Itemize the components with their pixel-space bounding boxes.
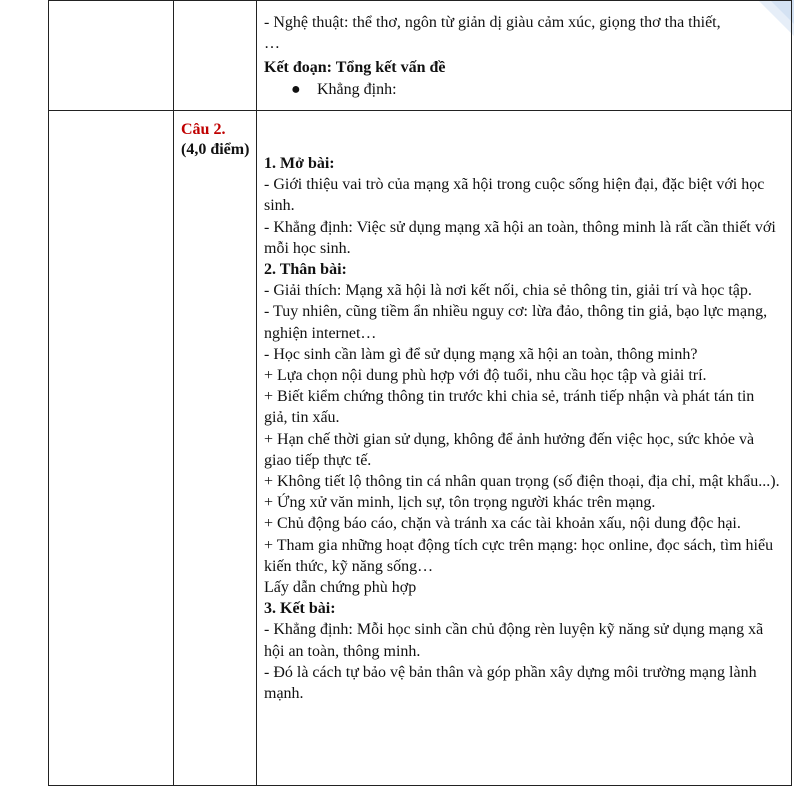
body-paragraph: - Giải thích: Mạng xã hội là nơi kết nối, chia sẻ thông tin, giải trí và học tập. xyxy=(264,282,752,300)
answer-content-cell xyxy=(257,111,792,786)
body-paragraph: + Lựa chọn nội dung phù hợp với độ tuổi, nhu cầu học tập và giải trí. xyxy=(264,367,707,385)
body-paragraph: + Biết kiểm chứng thông tin trước khi chia sẻ, tránh tiếp nhận và phát tán tin giả, tin xấu. xyxy=(264,388,755,427)
body-heading: 2. Thân bài: xyxy=(264,261,347,279)
conclusion-paragraph: - Khẳng định: Mỗi học sinh cần chủ động rèn luyện kỹ năng sử dụng mạng xã hội an toàn, thông minh. xyxy=(264,621,764,660)
intro-heading: 1. Mở bài: xyxy=(264,155,335,172)
body-paragraph: - Học sinh cần làm gì để sử dụng mạng xã hội an toàn, thông minh? xyxy=(264,345,698,363)
bullet-item xyxy=(264,79,783,100)
art-line: - Nghệ thuật: thể thơ, ngôn từ giản dị giàu cảm xúc, giọng thơ tha thiết, xyxy=(264,14,721,31)
body-list xyxy=(264,280,781,598)
body-paragraph: + Không tiết lộ thông tin cá nhân quan trọng (số điện thoại, địa chỉ, mật khẩu...). xyxy=(264,473,780,491)
empty-cell-bottom-left xyxy=(49,111,174,786)
question-title: Câu 2. xyxy=(181,121,226,138)
blank-space xyxy=(264,124,781,153)
intro-paragraph: - Giới thiệu vai trò của mạng xã hội trong cuộc sống hiện đại, đặc biệt với học sinh. xyxy=(264,176,765,215)
table-row-question xyxy=(49,111,792,786)
empty-cell-top-left xyxy=(49,1,174,111)
intro-list xyxy=(264,174,781,259)
ellipsis-line: … xyxy=(264,35,280,53)
intro-paragraph: - Khẳng định: Việc sử dụng mạng xã hội an toàn, thông minh là rất cần thiết với mỗi học sinh. xyxy=(264,218,776,257)
answer-key-table xyxy=(48,0,792,786)
conclusion-list xyxy=(264,619,781,704)
conclusion-heading: 3. Kết bài: xyxy=(264,600,336,618)
question-points: (4,0 điểm) xyxy=(181,141,250,158)
body-paragraph: + Chủ động báo cáo, chặn và tránh xa các tài khoản xấu, nội dung độc hại. xyxy=(264,515,741,533)
empty-cell-top-middle xyxy=(174,1,257,111)
content-cell-top xyxy=(257,1,792,111)
body-paragraph: + Hạn chế thời gian sử dụng, không để ảnh hưởng đến việc học, sức khỏe và giao tiếp thực tế. xyxy=(264,430,755,469)
body-paragraph: + Ứng xử văn minh, lịch sự, tôn trọng người khác trên mạng. xyxy=(264,494,656,512)
body-paragraph: + Tham gia những hoạt động tích cực trên mạng: học online, đọc sách, tìm hiểu kiến thức, kỹ năng sống… xyxy=(264,536,774,575)
question-label-cell xyxy=(174,111,257,786)
ending-heading: Kết đoạn: Tổng kết vấn đề xyxy=(264,59,446,77)
conclusion-paragraph: - Đó là cách tự bảo vệ bản thân và góp phần xây dựng môi trường mạng lành mạnh. xyxy=(264,663,757,703)
body-paragraph: - Tuy nhiên, cũng tiềm ẩn nhiều nguy cơ: lừa đảo, thông tin giả, bạo lực mạng, nghiện internet… xyxy=(264,303,768,342)
table-row-top xyxy=(49,1,792,111)
body-paragraph: Lấy dẫn chứng phù hợp xyxy=(264,579,417,597)
bullet-dot-icon: ● xyxy=(291,80,301,98)
bullet-text: Khẳng định: xyxy=(317,80,397,98)
